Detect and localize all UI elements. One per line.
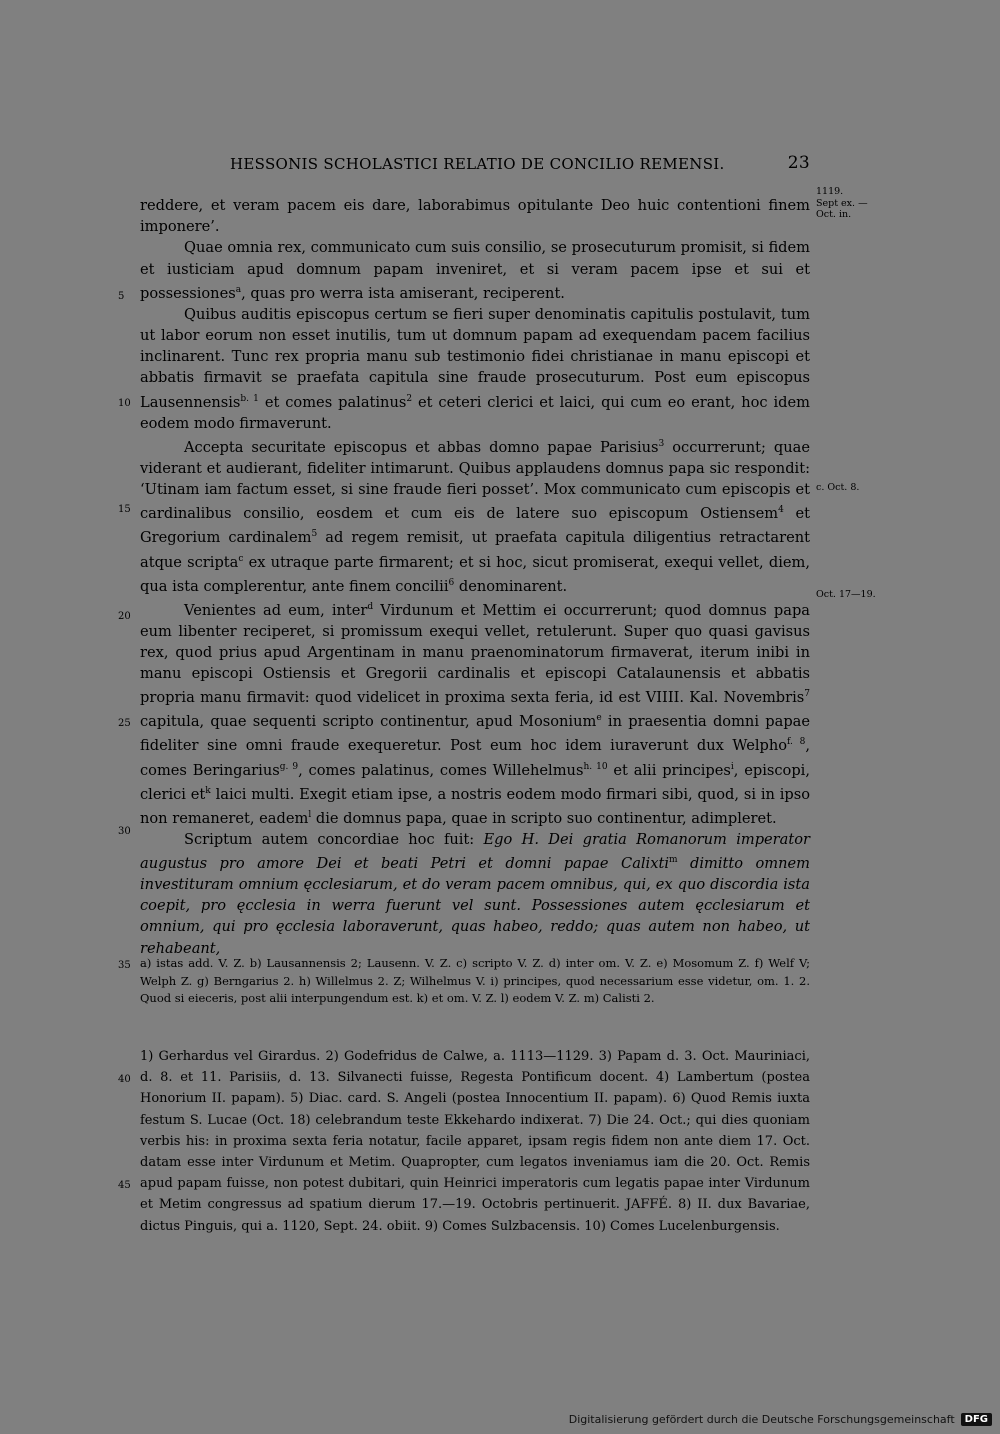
paragraph-5: Venientes ad eum, inter$^d$ Virdunum et Mettim ei occurrerunt; quod domnus papa eum libenter reciperet, si promissum exequi vellet, retulerunt. Super quo quasi gavisus rex, quod prius apud Argentinam in manu praenominatorum firmaverat, iterum inibi in manu episcopi Ostiensis et Gregorii cardinalis et episcopi Catalaunensis et abbatis propria manu firmavit: quod videlicet in proxima sexta feria, id est VIIII. Kal. Novembris$^7$ capitula, quae sequenti scripto continentur, apud Mosonium$^e$ in praesentia domni papae fideliter sine omni fraude exequeretur. Post eum hoc idem iuraverunt dux Welpho$^{f. 8}$, comes Beringarius$^{g. 9}$, comes palatinus, comes Willehelmus$^{h. 10}$ et alii principes$^i$, episcopi, clerici $et^k$ laici multi. Exegit etiam ipse, a nostris eodem modo firmari sibi, quod, si in ipso non remaneret, eadem$^l$ die domnus papa, quae in scripto suo continentur, adimpleret. [140, 601, 810, 827]
line-number: 20 [118, 611, 131, 622]
side-note-oct8: c. Oct. 8. [816, 482, 860, 493]
paragraph-1: reddere, et veram pacem eis dare, laborabimus opitulante Deo huic contentioni finem imponere’. [140, 197, 810, 236]
main-text [140, 195, 810, 959]
explanatory-notes: 1) Gerhardus vel Girardus. 2) Godefridus de Calwe, a. 1113—1129. 3) Papam d. 3. Oct. Mauriniaci, d. 8. et 11. Parisiis, d. 13. Silvanecti fuisse, Regesta Pontificum docent. 4) Lambertum (postea Honorium II. papam). 5) Diac. card. S. Angeli (postea Innocentium II. papam). 6) Quod Remis iuxta festum S. Lucae (Oct. 18) celebrandum teste Ekkehardo indixerat. 7) Die 24. Oct.; qui dies quoniam verbis his: in proxima sexta feria notatur, facile apparet, ipsam regis fidem non ante diem 17. Oct. datam esse inter Virdunum et Metim. Quapropter, cum legatos inveniamus iam die 20. Oct. Remis apud papam fuisse, non potest dubitari, quin Heinrici imperatoris cum legatis papae inter Virdunum et Metim congressus ad spatium dierum 17.—19. Octobris pertinuerit. JAFFÉ. 8) II. dux Bavariae, dictus Pinguis, qui a. 1120, Sept. 24. obiit. 9) Comes Sulzbacensis. 10) Comes Lucelenburgensis. [140, 1049, 810, 1234]
paragraph-6: Scriptum autem concordiae hoc fuit: Ego H. Dei gratia Romanorum imperator augustus pro amore Dei et beati Petri et domni papae Calixti$^m$ dimitto omnem investituram omnium ęcclesiarum, et do veram pacem omnibus, qui, ex quo discordia ista coepit, pro ęcclesia in werra fuerunt vel sunt. Possessiones autem ęcclesiarum et omnium, qui pro ęcclesia laboraverunt, quas habeo, reddo; quas autem non habeo, ut rehabeant, [140, 830, 810, 957]
side-note-oct17: Oct. 17—19. [816, 589, 876, 600]
paragraph-2: Quae omnia rex, communicato cum suis consilio, se prosecuturum promisit, si fidem et iusticiam apud domnum papam inveniret, et si veram pacem ipse et sui et possessiones$^a$, quas pro werra ista amiserant, reciperent. [140, 239, 810, 302]
footer [569, 1413, 992, 1426]
line-number: 40 [118, 1074, 131, 1085]
line-number: 10 [118, 398, 131, 409]
dfg-logo: DFG [961, 1413, 992, 1426]
side-note-date-range-end: Oct. in. [816, 209, 852, 220]
line-number: 25 [118, 718, 131, 729]
line-number: 5 [118, 291, 125, 302]
line-number: 30 [118, 826, 131, 837]
line-number: 45 [118, 1180, 131, 1191]
page-number: 23 [787, 153, 810, 173]
critical-apparatus: a) istas add. V. Z. b) Lausannensis 2; Lausenn. V. Z. c) scripto V. Z. d) inter om. V. Z. e) Mosomum Z. f) Welf V; Welph Z. g) Berngarius 2. h) Willelmus 2. Z; Wilhelmus V. i) principes, quod necessarium esse videtur, om. 1. 2. Quod si eieceris, post alii interpungendum est. k) et om. V. Z. l) eodem V. Z. m) Calisti 2. [140, 956, 810, 1005]
line-number: 35 [118, 960, 131, 971]
page-title: HESSONIS SCHOLASTICI RELATIO DE CONCILIO REMENSI. [230, 155, 725, 173]
running-header [230, 155, 810, 173]
paragraph-3: Quibus auditis episcopus certum se fieri super denominatis capitulis postulavit, tum ut labor eorum non esset inutilis, tum ut domnum papam ad exequendam pacem facilius inclinarent. Tunc rex propria manu sub testimonio fidei christianae in manu episcopi et abbatis firmavit se praefata capitula sine fraude prosecuturum. Post eum episcopus Lausennensis$^{b. 1}$ et comes palatinus$^2$ et ceteri clerici et laici, qui cum eo erant, hoc idem eodem modo firmaverunt. [140, 305, 810, 432]
paragraph-4: Accepta securitate episcopus et abbas domno papae Parisius$^3$ occurrerunt; quae viderant et audierant, fideliter intimarunt. Quibus applaudens domnus papa sic respondit: ‘Utinam iam factum esset, si sine fraude fieri posset’. Mox communicato cum episcopis et cardinalibus consilio, eosdem et cum eis de latere suo episcopum Ostiensem$^4$ et Gregorium cardinalem$^5$ ad regem remisit, ut praefata capitula diligentius retractarent atque scripta$^c$ ex utraque parte firmarent; et si hoc, sicut promiserat, exequi vellet, diem, qua ista complerentur, ante finem concilii$^6$ denominarent. [140, 438, 811, 595]
side-note-year: 1119. [816, 186, 844, 197]
side-note-date-range: Sept ex. — [816, 198, 868, 209]
footer-text: Digitalisierung gefördert durch die Deutsche Forschungsgemeinschaft [568, 1413, 955, 1426]
line-number: 15 [118, 504, 131, 515]
